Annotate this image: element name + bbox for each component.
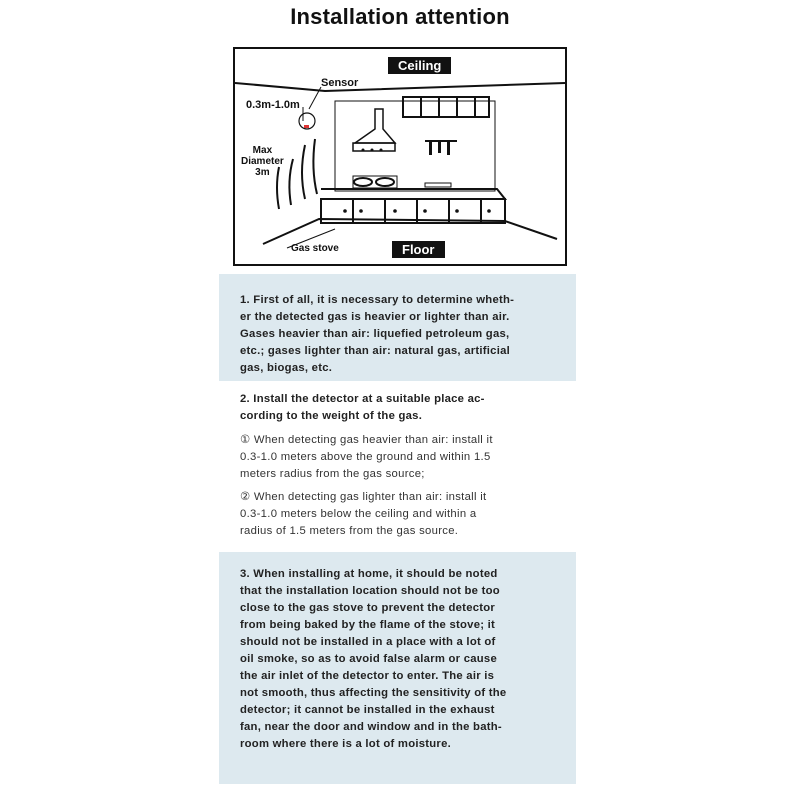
- section-2-title: 2. Install the detector at a suitable place ac- cording to the weight of the gas.: [240, 393, 485, 422]
- page-title: Installation attention: [290, 4, 510, 29]
- max-diameter-line-2: Diameter: [241, 156, 284, 167]
- section-3-text: 3. When installing at home, it should be noted that the installation location should not be too close to the gas stove to prevent the detector from being baked by the flame of the stove; it should not be installed in a place with a lot of oil smoke, so as to avoid false alarm or cause the air inlet of the detector to enter. The air is not smooth, thus affecting the sensitivity of the detector; it cannot be installed in the exhaust fan, near the door and window and in the bath- room where there is a lot of moisture.: [240, 568, 507, 750]
- section-1: [219, 274, 576, 381]
- installation-diagram: [233, 47, 567, 266]
- max-diameter-line-3: 3m: [255, 167, 270, 178]
- max-diameter-label: [241, 145, 284, 178]
- sensor-label: Sensor: [321, 77, 359, 89]
- section-2-item-1: ① When detecting gas heavier than air: install it 0.3-1.0 meters above the ground and within 1.5 meters radius from the gas source;: [240, 434, 493, 480]
- section-2: [219, 381, 576, 552]
- distance-label: 0.3m-1.0m: [246, 99, 300, 111]
- kitchen-illustration: [235, 49, 567, 266]
- ceiling-label: Ceiling: [388, 57, 451, 74]
- section-2-item-2: ② When detecting gas lighter than air: install it 0.3-1.0 meters below the ceiling and within a radius of 1.5 meters from the gas source.: [240, 491, 487, 537]
- section-1-text: 1. First of all, it is necessary to determine wheth- er the detected gas is heavier or lighter than air. Gases heavier than air: liquefied petroleum gas, etc.; gases lighter than air: natural gas, artificial gas, biogas, etc.: [240, 294, 515, 374]
- gas-stove-label: Gas stove: [291, 243, 339, 254]
- floor-label: Floor: [392, 241, 445, 258]
- max-diameter-line-1: Max: [252, 145, 273, 156]
- section-3: [219, 552, 576, 784]
